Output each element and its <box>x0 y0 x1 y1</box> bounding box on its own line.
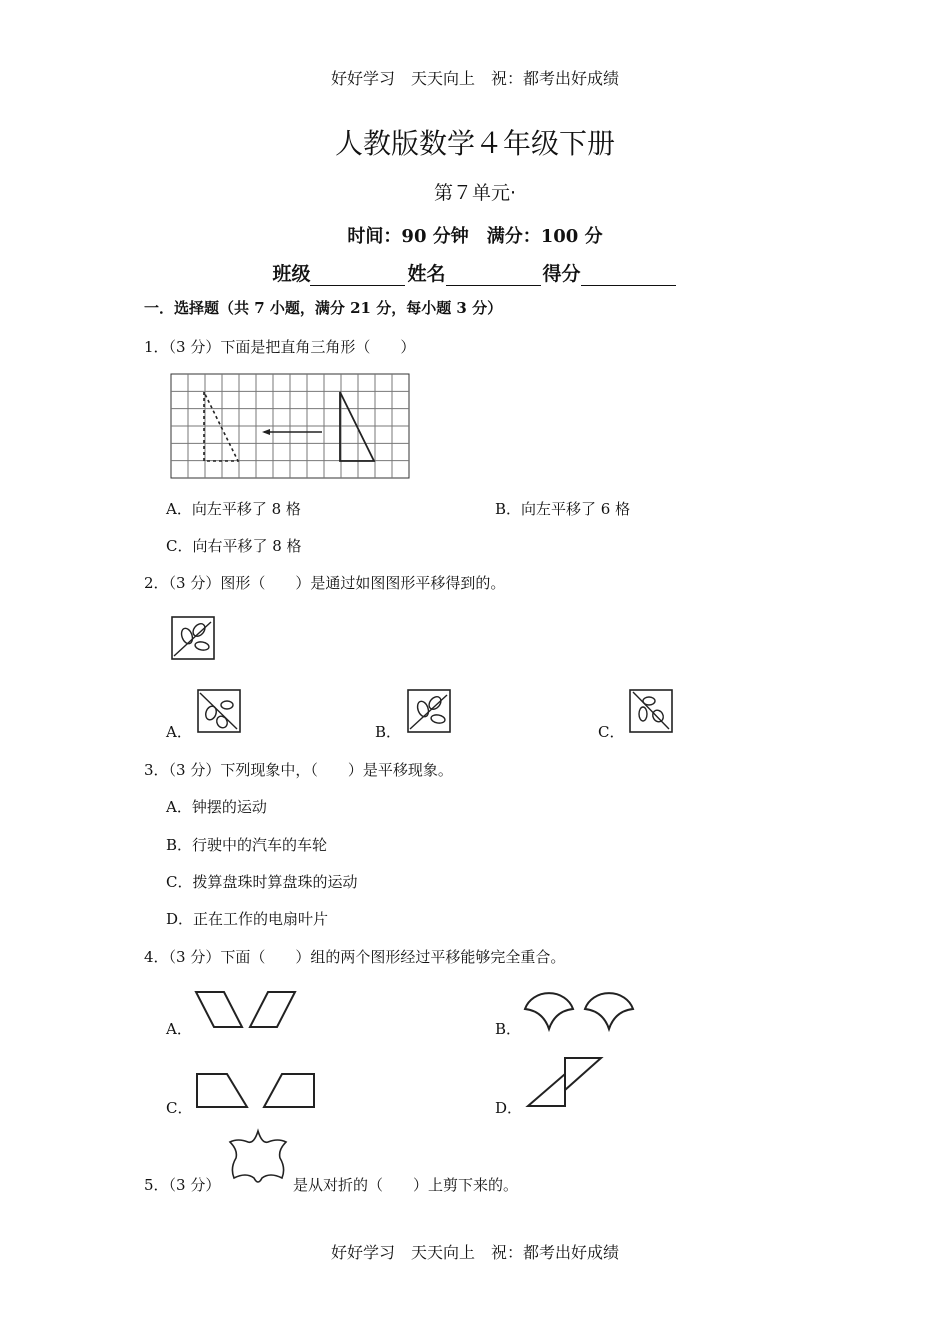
arrow-left-icon <box>262 429 322 435</box>
leaf-square-icon[interactable] <box>629 689 673 733</box>
q3-option-b[interactable]: B．行驶中的汽车的车轮 <box>166 836 328 854</box>
question-5-suffix: 是从对折的（ ）上剪下来的。 <box>293 1176 519 1194</box>
leaf-square-icon[interactable] <box>407 689 451 733</box>
class-blank[interactable] <box>310 265 405 286</box>
question-4-stem: 4．（3 分）下面（ ）组的两个图形经过平移能够完全重合。 <box>144 948 566 966</box>
q1-option-b[interactable]: B．向左平移了 6 格 <box>495 500 631 518</box>
q1-option-a[interactable]: A．向左平移了 8 格 <box>166 500 301 518</box>
q2-option-b[interactable]: B． <box>375 723 402 741</box>
q4-option-b[interactable]: B． <box>495 1020 522 1038</box>
leaf-square-icon[interactable] <box>197 689 241 733</box>
score-blank[interactable] <box>581 265 676 286</box>
score-label: 得分 <box>542 263 581 285</box>
q2-option-c[interactable]: C． <box>598 723 625 741</box>
class-label: 班级 <box>272 263 311 285</box>
question-5-prefix: 5．（3 分） <box>144 1176 221 1194</box>
section-heading: 一．选择题（共 7 小题，满分 21 分，每小题 3 分） <box>144 299 503 317</box>
student-info-fields <box>0 259 950 286</box>
unit-title: 第７单元· <box>433 182 517 204</box>
q3-option-a[interactable]: A．钟摆的运动 <box>166 798 267 816</box>
q3-option-d[interactable]: D．正在工作的电扇叶片 <box>166 910 329 928</box>
star-icon <box>224 1128 292 1188</box>
grid-translation-figure <box>170 373 412 481</box>
question-1-stem: 1．（3 分）下面是把直角三角形（ ） <box>144 338 416 356</box>
q1-option-c[interactable]: C．向右平移了 8 格 <box>166 537 302 555</box>
time-score-line: 时间：90 分钟 满分：100 分 <box>347 226 603 247</box>
name-blank[interactable] <box>446 265 541 286</box>
fan-shape-pair-figure[interactable] <box>523 985 635 1031</box>
question-3-stem: 3．（3 分）下列现象中，（ ）是平移现象。 <box>144 761 453 779</box>
page-title: 人教版数学４年级下册 <box>334 127 615 160</box>
page-header: 好好学习 天天向上 祝：都考出好成绩 <box>330 69 619 88</box>
question-2-stem: 2．（3 分）图形（ ）是通过如图图形平移得到的。 <box>144 574 506 592</box>
q4-option-c[interactable]: C． <box>166 1099 193 1117</box>
q3-option-c[interactable]: C．拨算盘珠时算盘珠的运动 <box>166 873 358 891</box>
q4-option-d[interactable]: D． <box>495 1099 523 1117</box>
trapezoid-pair-figure[interactable] <box>194 1072 318 1110</box>
leaf-square-icon <box>171 616 215 660</box>
q2-option-a[interactable]: A． <box>166 723 192 741</box>
name-label: 姓名 <box>407 263 446 285</box>
parallelogram-pair-figure[interactable] <box>194 990 298 1030</box>
q4-option-a[interactable]: A． <box>166 1020 192 1038</box>
triangle-pair-figure[interactable] <box>525 1056 605 1110</box>
page-footer: 好好学习 天天向上 祝：都考出好成绩 <box>330 1243 619 1262</box>
